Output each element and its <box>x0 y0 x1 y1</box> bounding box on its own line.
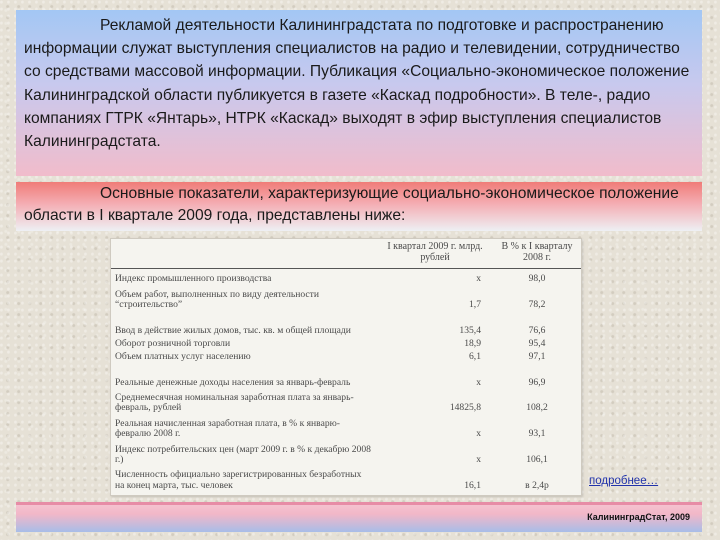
row-value-billion: х <box>476 376 481 388</box>
summary-text-box <box>16 182 702 231</box>
table-row <box>111 440 581 466</box>
row-value-percent: 98,0 <box>528 273 546 285</box>
intro-text-box <box>16 10 702 176</box>
indicators-table <box>111 239 581 491</box>
row-value-billion: 16,1 <box>464 479 481 491</box>
row-value-billion: х <box>476 273 481 285</box>
table-row <box>111 311 581 337</box>
row-value-percent: 96,9 <box>528 376 546 388</box>
summary-paragraph: Основные показатели, характеризующие социально-экономическое положение области в I квартале 2009 года, представлены ниже: <box>24 185 679 224</box>
footer-stripe <box>16 502 702 505</box>
table-row <box>111 465 581 491</box>
row-label: Объем работ, выполненных по виду деятельности “строительство” <box>115 288 319 311</box>
table-row <box>111 414 581 440</box>
row-label: Оборот розничной торговли <box>115 337 231 349</box>
row-value-billion: 135,4 <box>459 325 481 337</box>
table-row <box>111 269 581 285</box>
row-label: Объем платных услуг населению <box>115 350 251 362</box>
table-row <box>111 336 581 349</box>
row-value-percent: 93,1 <box>528 428 546 440</box>
table-header-col1: I квартал 2009 г. млрд. рублей <box>377 239 493 269</box>
table-header-row <box>111 239 581 269</box>
row-label: Реальные денежные доходы населения за январь-февраль <box>115 376 351 388</box>
row-value-percent: 108,2 <box>526 402 548 414</box>
row-value-percent: 95,4 <box>528 337 546 349</box>
table-row <box>111 349 581 362</box>
row-label: Индекс промышленного производства <box>115 273 272 285</box>
table-header-col2: В % к I кварталу 2008 г. <box>493 239 581 269</box>
more-details-link[interactable]: подробнее… <box>589 475 659 487</box>
row-value-billion: 6,1 <box>469 350 481 362</box>
table-row <box>111 285 581 311</box>
footer-copyright: КалининградСтат, 2009 <box>587 512 690 522</box>
table-row <box>111 388 581 414</box>
row-value-billion: 1,7 <box>469 299 481 311</box>
row-value-percent: 97,1 <box>528 350 546 362</box>
row-value-billion: 18,9 <box>464 337 481 349</box>
row-label: Среднемесячная номинальная заработная плата за январь-февраль, рублей <box>115 392 354 414</box>
intro-paragraph: Рекламой деятельности Калининградстата по подготовке и распространению информации служат выступления специалистов на радио и телевидении, сотрудничество со средствами массовой информации. Публикация «Социально-экономическое положение Калининградской области публикуется в газете «Каскад подробности». В теле-, радио компаниях ГТРК «Янтарь», НТРК «Каскад» выходят в эфир выступления специалистов Калининградстата. <box>24 17 690 151</box>
row-label: Численность официально зарегистрированных безработных на конец марта, тыс. человек <box>115 469 362 491</box>
table-row <box>111 362 581 388</box>
indicators-table-image <box>110 238 582 496</box>
row-label: Ввод в действие жилых домов, тыс. кв. м общей площади <box>115 325 351 337</box>
table-header-label <box>111 239 377 269</box>
row-value-billion: 14825,8 <box>449 402 481 414</box>
row-label: Реальная начисленная заработная плата, в % к январю-февралю 2008 г. <box>115 417 340 440</box>
row-value-billion: х <box>476 428 481 440</box>
row-value-percent: 106,1 <box>526 454 548 466</box>
row-value-billion: х <box>476 454 481 466</box>
row-value-percent: в 2,4р <box>525 479 549 491</box>
row-label: Индекс потребительских цен (март 2009 г. в % к декабрю 2008 г.) <box>115 443 371 466</box>
row-value-percent: 78,2 <box>528 299 546 311</box>
row-value-percent: 76,6 <box>528 325 546 337</box>
footer-band <box>16 502 702 532</box>
